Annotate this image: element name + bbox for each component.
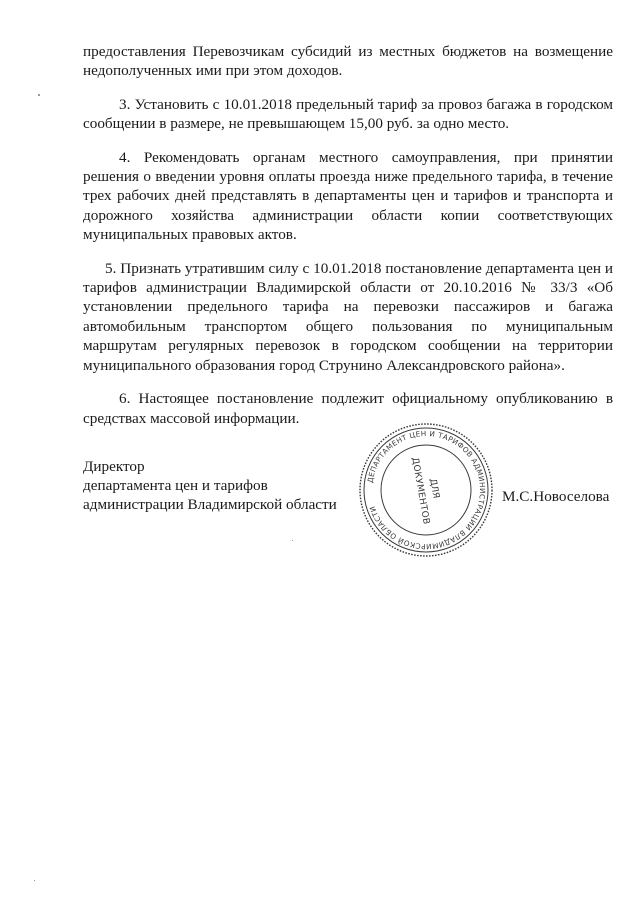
paragraph-3: 3. Установить с 10.01.2018 предельный тариф за провоз багажа в городском сообщении в размере, не превышающем 15,00 руб. за одно место. xyxy=(83,95,613,133)
paragraph-4: 4. Рекомендовать органам местного самоуправления, при принятии решения о введении уровня оплаты проезда ниже предельного тарифа, в течение трех рабочих дней представлять в департаменты цен и тарифов и транспорта и дорожного хозяйства администрации области копии соответствующих муниципальных правовых актов. xyxy=(83,148,613,244)
stamp-center-text-2: ДОКУМЕНТОВ xyxy=(409,456,431,526)
stamp-seal-icon xyxy=(356,420,496,560)
paragraph-6: 6. Настоящее постановление подлежит официальному опубликованию в средствах массовой информации. xyxy=(83,390,613,427)
stamp-center-text-1: ДЛЯ xyxy=(427,477,441,500)
official-stamp xyxy=(356,420,496,560)
stamp-ring-text: ДЕПАРТАМЕНТ ЦЕН И ТАРИФОВ АДМИНИСТРАЦИИ ВЛАДИМИРСКОЙ ОБЛАСТИ xyxy=(365,428,488,552)
paragraph-continuation: предоставления Перевозчикам субсидий из местных бюджетов на возмещение недополученных ими при этом доходов. xyxy=(83,43,613,80)
paragraph-gap xyxy=(83,245,613,259)
scan-speck xyxy=(38,94,40,96)
signer-title-line-2: департамента цен и тарифов xyxy=(83,477,268,494)
paragraph-gap xyxy=(83,81,613,95)
paragraph-gap xyxy=(83,375,613,389)
signer-title-line-3: администрации Владимирской области xyxy=(83,496,337,513)
document-body xyxy=(83,42,613,428)
signer-title-line-1: Директор xyxy=(83,458,145,475)
scan-speck xyxy=(34,880,35,881)
paragraph-5: 5. Признать утратившим силу с 10.01.2018 постановление департамента цен и тарифов администрации Владимирской области от 20.10.2016 № 33/3 «Об установлении предельного тарифа на перевозки пассажиров и багажа автомобильным транспортом общего пользования по муниципальным маршрутам регулярных перевозок в городском сообщении на территории муниципального образования город Струнино Александровского района». xyxy=(83,259,613,374)
scan-speck xyxy=(292,540,293,541)
signer-name: М.С.Новоселова xyxy=(502,488,610,505)
paragraph-gap xyxy=(83,134,613,148)
signature-block xyxy=(83,457,337,514)
